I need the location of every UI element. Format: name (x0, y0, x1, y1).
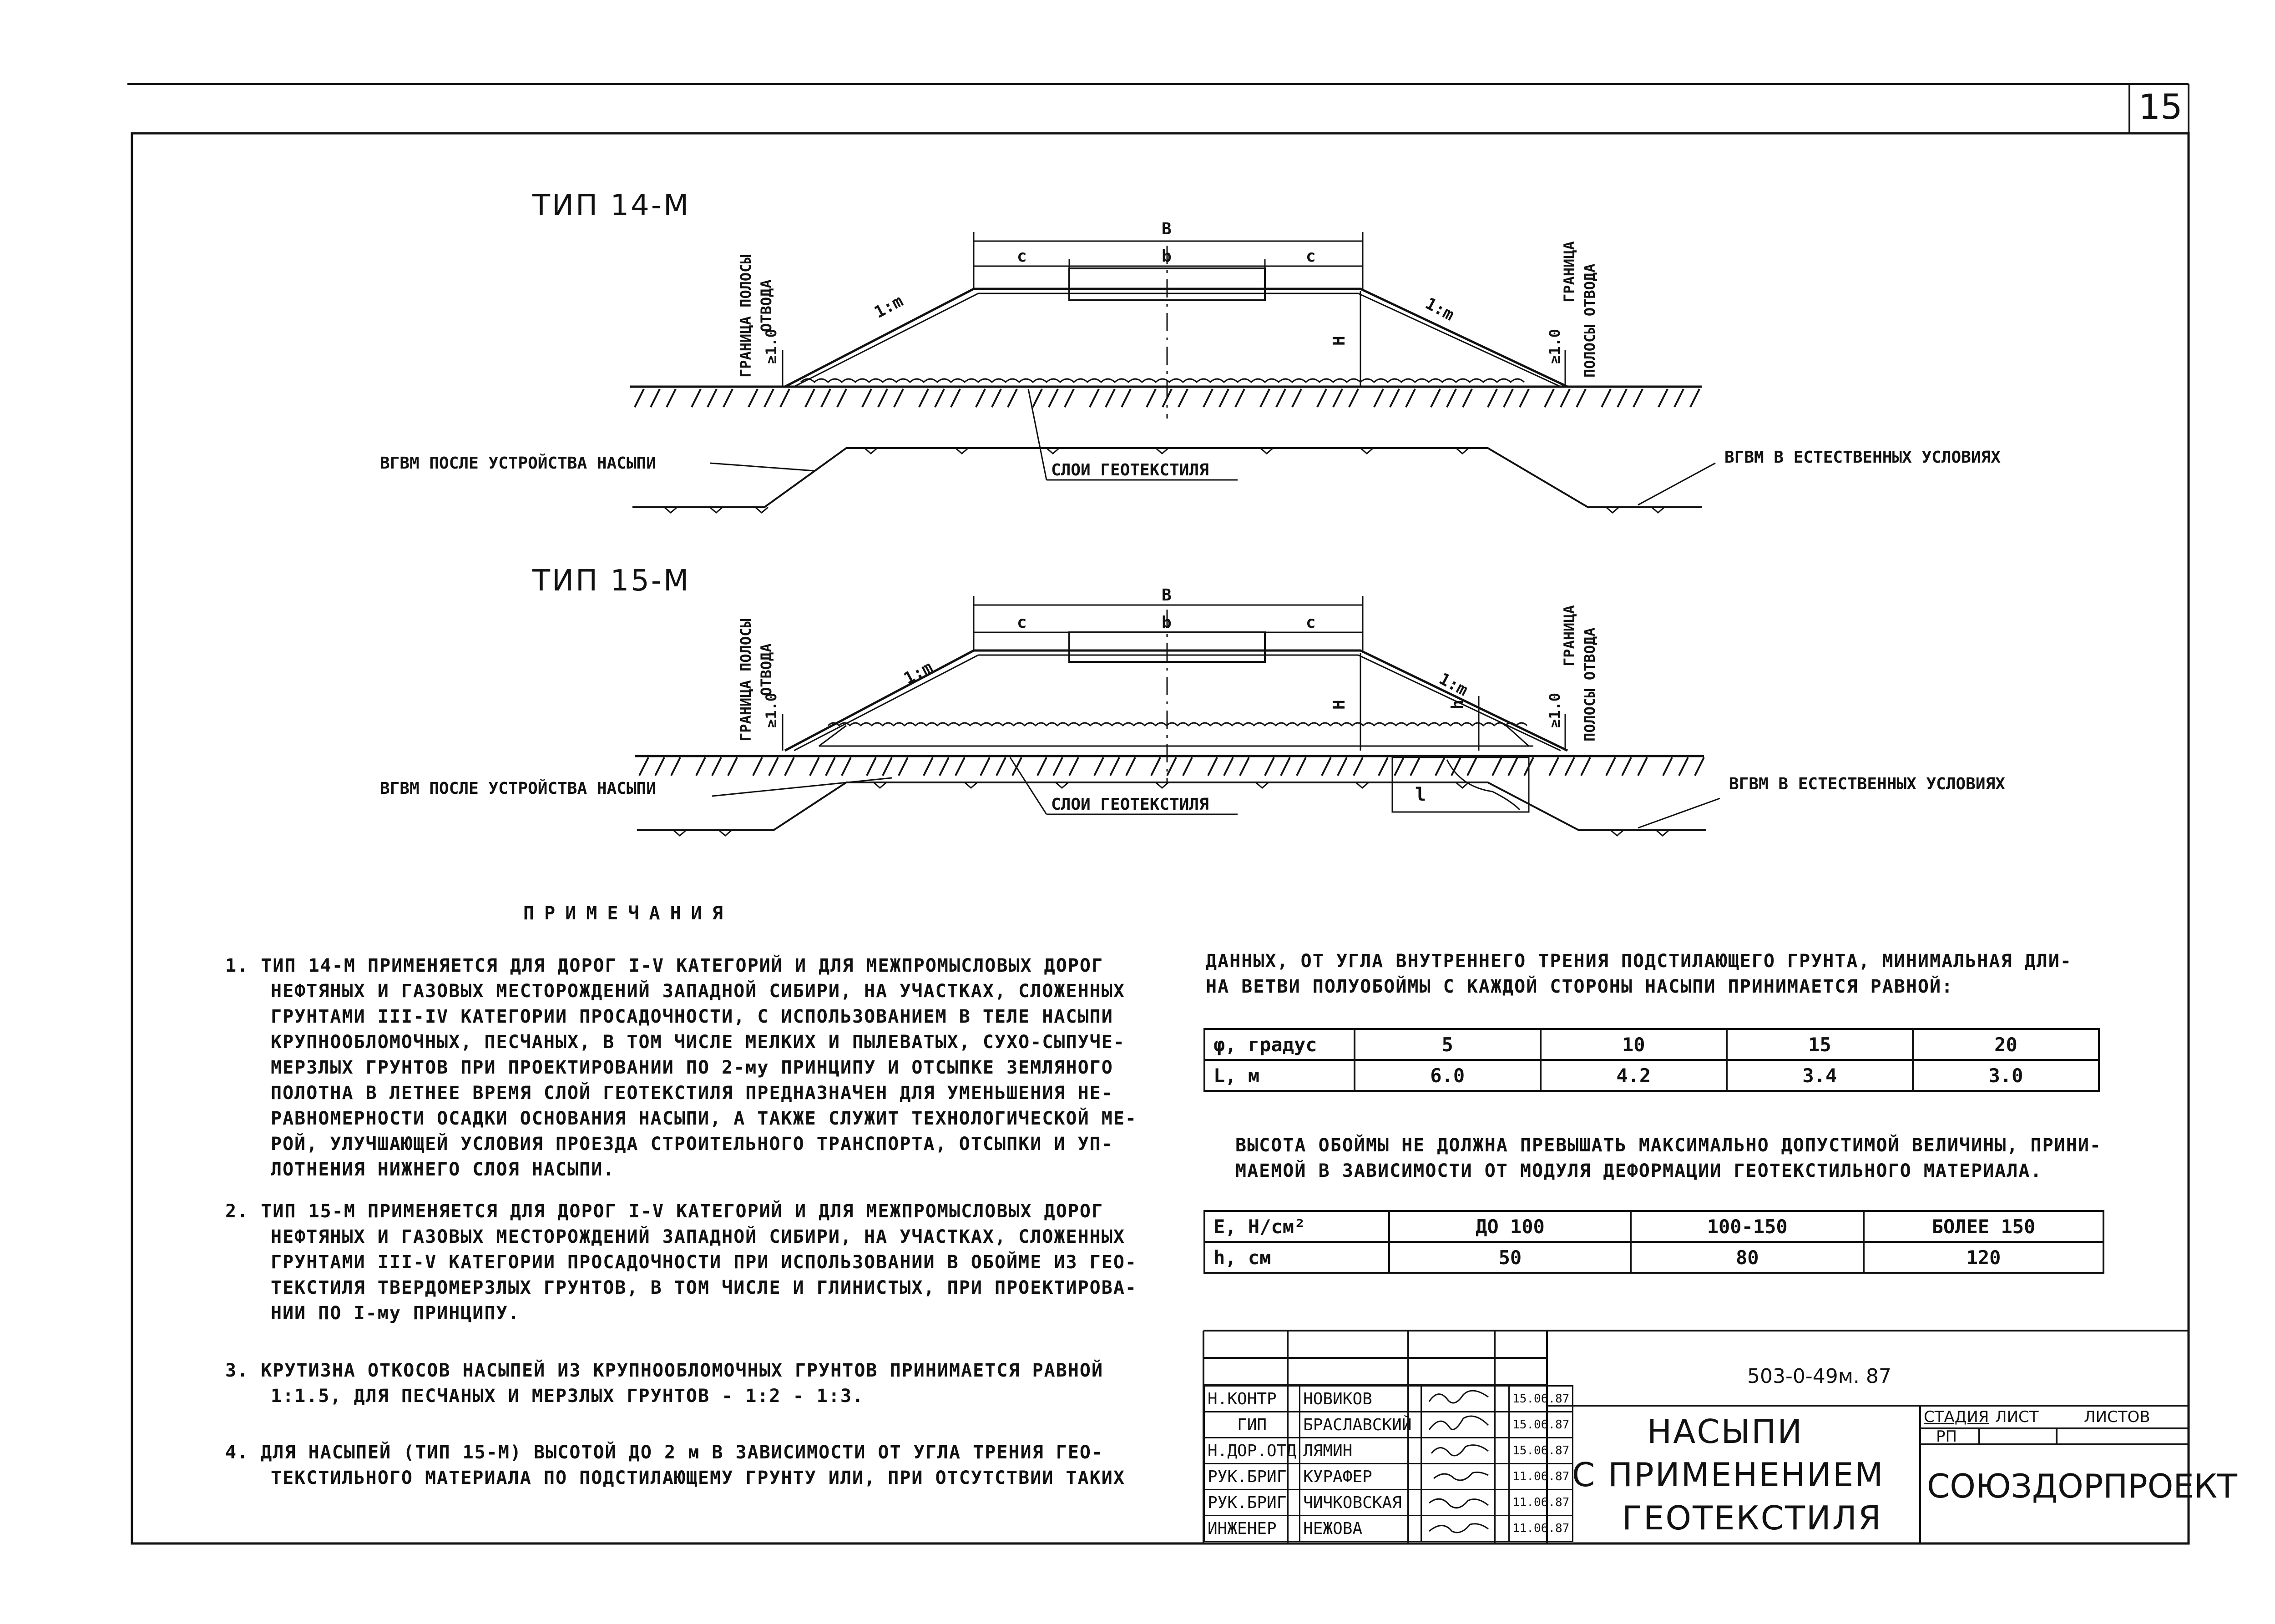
type15-vgvm-after: ВГВМ ПОСЛЕ УСТРОЙСТВА НАСЫПИ (380, 779, 656, 798)
stamp-name: КУРАФЕР (1300, 1464, 1421, 1490)
type15-dim-b: b (1162, 613, 1172, 632)
table-cell: 120 (1864, 1242, 2103, 1273)
stamp-date: 11.06.87 (1509, 1490, 1573, 1516)
stamp-role: РУК.БРИГ (1204, 1464, 1300, 1490)
note-1-line: МЕРЗЛЫХ ГРУНТОВ ПРИ ПРОЕКТИРОВАНИИ ПО 2-му ПРИНЦИПУ И ОТСЫПКЕ ЗЕМЛЯНОГО (271, 1057, 1113, 1078)
type15-geotextile: СЛОИ ГЕОТЕКСТИЛЯ (1051, 795, 1209, 814)
signatures-table (1203, 1385, 1573, 1542)
type15-offset-left: ≥1.0 (763, 692, 780, 728)
stamp-date: 15.06.87 (1509, 1386, 1573, 1412)
stage-label: СТАДИЯ (1924, 1408, 1989, 1426)
table-cell: 80 (1631, 1242, 1864, 1273)
stamp-name: БРАСЛАВСКИЙ (1300, 1412, 1421, 1438)
type15-offset-right: ≥1.0 (1546, 692, 1563, 728)
table-cell: L, м (1204, 1060, 1355, 1091)
table-cell: БОЛЕЕ 150 (1864, 1211, 2103, 1242)
sheets-label: ЛИСТОВ (2084, 1408, 2150, 1426)
signature (1421, 1490, 1509, 1516)
stamp-name: НЕЖОВА (1300, 1516, 1421, 1542)
note-1-line: ПОЛОТНА В ЛЕТНЕЕ ВРЕМЯ СЛОЙ ГЕОТЕКСТИЛЯ ПРЕДНАЗНАЧЕН ДЛЯ УМЕНЬШЕНИЯ НЕ- (271, 1083, 1113, 1104)
stamp-name: ЧИЧКОВСКАЯ (1300, 1490, 1421, 1516)
type15-vgvm-natural: ВГВМ В ЕСТЕСТВЕННЫХ УСЛОВИЯХ (1729, 775, 2005, 793)
stamp-role: Н.ДОР.ОТД (1204, 1438, 1300, 1464)
table-cell: 20 (1913, 1029, 2099, 1060)
note-1-line: НЕФТЯНЫХ И ГАЗОВЫХ МЕСТОРОЖДЕНИЙ ЗАПАДНОЙ СИБИРИ, НА УЧАСТКАХ, СЛОЖЕННЫХ (271, 981, 1125, 1002)
stamp-date: 15.06.87 (1509, 1412, 1573, 1438)
table-cell: 50 (1389, 1242, 1631, 1273)
table-cell: 6.0 (1355, 1060, 1541, 1091)
signature (1421, 1412, 1509, 1438)
stamp-role: РУК.БРИГ (1204, 1490, 1300, 1516)
type14-dim-B: B (1162, 220, 1172, 238)
table-cell: h, см (1204, 1242, 1389, 1273)
table-cell: ДО 100 (1389, 1211, 1631, 1242)
table-cell: 10 (1541, 1029, 1727, 1060)
type14-title: ТИП 14-М (532, 189, 691, 222)
type14-dim-b: b (1162, 247, 1172, 266)
type15-h: h (1448, 700, 1467, 710)
table-cell: 3.4 (1727, 1060, 1913, 1091)
table-row (1204, 1386, 1573, 1412)
stamp-role: ИНЖЕНЕР (1204, 1516, 1300, 1542)
note-2-line: ТЕКСТИЛЯ ТВЕРДОМЕРЗЛЫХ ГРУНТОВ, В ТОМ ЧИСЛЕ И ГЛИНИСТЫХ, ПРИ ПРОЕКТИРОВА- (271, 1277, 1137, 1298)
signature (1421, 1438, 1509, 1464)
type14-slope-left: 1:m (871, 292, 906, 322)
table-cell: 5 (1355, 1029, 1541, 1060)
type15-dim-B: B (1162, 586, 1172, 605)
table-row (1204, 1412, 1573, 1438)
notes-heading: ПРИМЕЧАНИЯ (523, 903, 733, 924)
table-row (1204, 1516, 1573, 1542)
note-4-cont-line: НА ВЕТВИ ПОЛУОБОЙМЫ С КАЖДОЙ СТОРОНЫ НАСЫПИ ПРИНИМАЕТСЯ РАВНОЙ: (1206, 976, 1954, 997)
note-4-line: ТЕКСТИЛЬНОГО МАТЕРИАЛА ПО ПОДСТИЛАЮЩЕМУ ГРУНТУ ИЛИ, ПРИ ОТСУТСТВИИ ТАКИХ (271, 1468, 1125, 1488)
note-1-line: ГРУНТАМИ III-IV КАТЕГОРИИ ПРОСАДОЧНОСТИ, С ИСПОЛЬЗОВАНИЕМ В ТЕЛЕ НАСЫПИ (271, 1006, 1113, 1027)
height-note-line: МАЕМОЙ В ЗАВИСИМОСТИ ОТ МОДУЛЯ ДЕФОРМАЦИИ ГЕОТЕКСТИЛЬНОГО МАТЕРИАЛА. (1235, 1160, 2042, 1181)
type15-dim-c-right: c (1306, 613, 1316, 632)
note-2-line: НЕФТЯНЫХ И ГАЗОВЫХ МЕСТОРОЖДЕНИЙ ЗАПАДНОЙ СИБИРИ, НА УЧАСТКАХ, СЛОЖЕННЫХ (271, 1226, 1125, 1247)
type14-strip-left-1: ГРАНИЦА ПОЛОСЫ (737, 255, 754, 378)
note-4-line: 4. ДЛЯ НАСЫПЕЙ (ТИП 15-М) ВЫСОТОЙ ДО 2 м В ЗАВИСИМОСТИ ОТ УГЛА ТРЕНИЯ ГЕО- (225, 1442, 1104, 1463)
type15-dim-c-left: c (1017, 613, 1027, 632)
note-1-line: ЛОТНЕНИЯ НИЖНЕГО СЛОЯ НАСЫПИ. (271, 1159, 615, 1180)
type15-strip-right-1: ГРАНИЦА (1561, 605, 1578, 666)
table-cell: 4.2 (1541, 1060, 1727, 1091)
note-4-cont-line: ДАННЫХ, ОТ УГЛА ВНУТРЕННЕГО ТРЕНИЯ ПОДСТИЛАЮЩЕГО ГРУНТА, МИНИМАЛЬНАЯ ДЛИ- (1206, 951, 2072, 972)
drawing-title-line-2: С ПРИМЕНЕНИЕМ (1572, 1456, 1885, 1494)
note-1-line: РАВНОМЕРНОСТИ ОСАДКИ ОСНОВАНИЯ НАСЫПИ, А ТАКЖЕ СЛУЖИТ ТЕХНОЛОГИЧЕСКОЙ МЕ- (271, 1108, 1137, 1129)
stamp-date: 11.06.87 (1509, 1464, 1573, 1490)
type15-strip-left-2: ОТВОДА (758, 643, 775, 696)
stamp-date: 15.06.87 (1509, 1438, 1573, 1464)
type15-strip-left-1: ГРАНИЦА ПОЛОСЫ (737, 619, 754, 741)
signature (1421, 1516, 1509, 1542)
type14-dim-c-right: c (1306, 247, 1316, 266)
type14-strip-left-2: ОТВОДА (758, 279, 775, 332)
organization-name: СОЮЗДОРПРОЕКТ (1927, 1467, 2237, 1505)
table-row (1204, 1490, 1573, 1516)
table-row (1204, 1438, 1573, 1464)
stamp-role: Н.КОНТР (1204, 1386, 1300, 1412)
note-2-line: 2. ТИП 15-М ПРИМЕНЯЕТСЯ ДЛЯ ДОРОГ I-V КАТЕГОРИЙ И ДЛЯ МЕЖПРОМЫСЛОВЫХ ДОРОГ (225, 1201, 1104, 1222)
table-cell: 15 (1727, 1029, 1913, 1060)
type14-height: H (1330, 336, 1349, 346)
note-1-line: РОЙ, УЛУЧШАЮЩЕЙ УСЛОВИЯ ПРОЕЗДА СТРОИТЕЛЬНОГО ТРАНСПОРТА, ОТСЫПКИ И УП- (271, 1134, 1113, 1155)
table-cell: 3.0 (1913, 1060, 2099, 1091)
sheet-number: 15 (2138, 86, 2183, 127)
type14-vgvm-natural: ВГВМ В ЕСТЕСТВЕННЫХ УСЛОВИЯХ (1724, 448, 2001, 467)
stamp-role: ГИП (1204, 1412, 1300, 1438)
stamp-name: НОВИКОВ (1300, 1386, 1421, 1412)
type14-offset-left: ≥1.0 (763, 328, 780, 364)
type15-slope-right: 1:m (1436, 669, 1471, 700)
type14-dim-c-left: c (1017, 247, 1027, 266)
note-3-line: 1:1.5, ДЛЯ ПЕСЧАНЫХ И МЕРЗЛЫХ ГРУНТОВ - 1:2 - 1:3. (271, 1386, 864, 1407)
type14-slope-right: 1:m (1422, 294, 1457, 325)
table-cell: φ, градус (1204, 1029, 1355, 1060)
drawing-title-line-1: НАСЫПИ (1647, 1412, 1804, 1451)
type14-offset-right: ≥1.0 (1546, 328, 1563, 364)
note-1-line: КРУПНООБЛОМОЧНЫХ, ПЕСЧАНЫХ, В ТОМ ЧИСЛЕ МЕЛКИХ И ПЫЛЕВАТЫХ, СУХО-СЫПУЧЕ- (271, 1032, 1125, 1053)
note-2-line: ГРУНТАМИ III-V КАТЕГОРИИ ПРОСАДОЧНОСТИ ПРИ ИСПОЛЬЗОВАНИИ В ОБОЙМЕ ИЗ ГЕО- (271, 1252, 1137, 1273)
note-2-line: НИИ ПО I-му ПРИНЦИПУ. (271, 1303, 520, 1324)
document-code: 503-0-49м. 87 (1747, 1365, 1891, 1388)
signature (1421, 1386, 1509, 1412)
type15-height: H (1330, 700, 1349, 710)
type14-geotextile: СЛОИ ГЕОТЕКСТИЛЯ (1051, 461, 1209, 479)
stamp-name: ЛЯМИН (1300, 1438, 1421, 1464)
note-1-line: 1. ТИП 14-М ПРИМЕНЯЕТСЯ ДЛЯ ДОРОГ I-V КАТЕГОРИЙ И ДЛЯ МЕЖПРОМЫСЛОВЫХ ДОРОГ (225, 955, 1104, 976)
sheet-label: ЛИСТ (1995, 1408, 2039, 1426)
type14-vgvm-after: ВГВМ ПОСЛЕ УСТРОЙСТВА НАСЫПИ (380, 454, 656, 473)
type15-strip-right-2: ПОЛОСЫ ОТВОДА (1581, 627, 1598, 741)
table-cell: 100-150 (1631, 1211, 1864, 1242)
type14-strip-right-1: ГРАНИЦА (1561, 241, 1578, 303)
stamp-date: 11.06.87 (1509, 1516, 1573, 1542)
signature (1421, 1464, 1509, 1490)
type15-l: l (1415, 784, 1426, 805)
type15-slope-left: 1:m (900, 658, 936, 688)
table-cell: E, Н/см² (1204, 1211, 1389, 1242)
note-3-line: 3. КРУТИЗНА ОТКОСОВ НАСЫПЕЙ ИЗ КРУПНООБЛОМОЧНЫХ ГРУНТОВ ПРИНИМАЕТСЯ РАВНОЙ (225, 1360, 1104, 1381)
stage-value: РП (1936, 1427, 1957, 1446)
drawing-title-line-3: ГЕОТЕКСТИЛЯ (1622, 1499, 1882, 1537)
height-note-line: ВЫСОТА ОБОЙМЫ НЕ ДОЛЖНА ПРЕВЫШАТЬ МАКСИМАЛЬНО ДОПУСТИМОЙ ВЕЛИЧИНЫ, ПРИНИ- (1235, 1135, 2102, 1156)
type14-strip-right-2: ПОЛОСЫ ОТВОДА (1581, 263, 1598, 378)
table-row (1204, 1464, 1573, 1490)
type15-title: ТИП 15-М (532, 564, 691, 598)
